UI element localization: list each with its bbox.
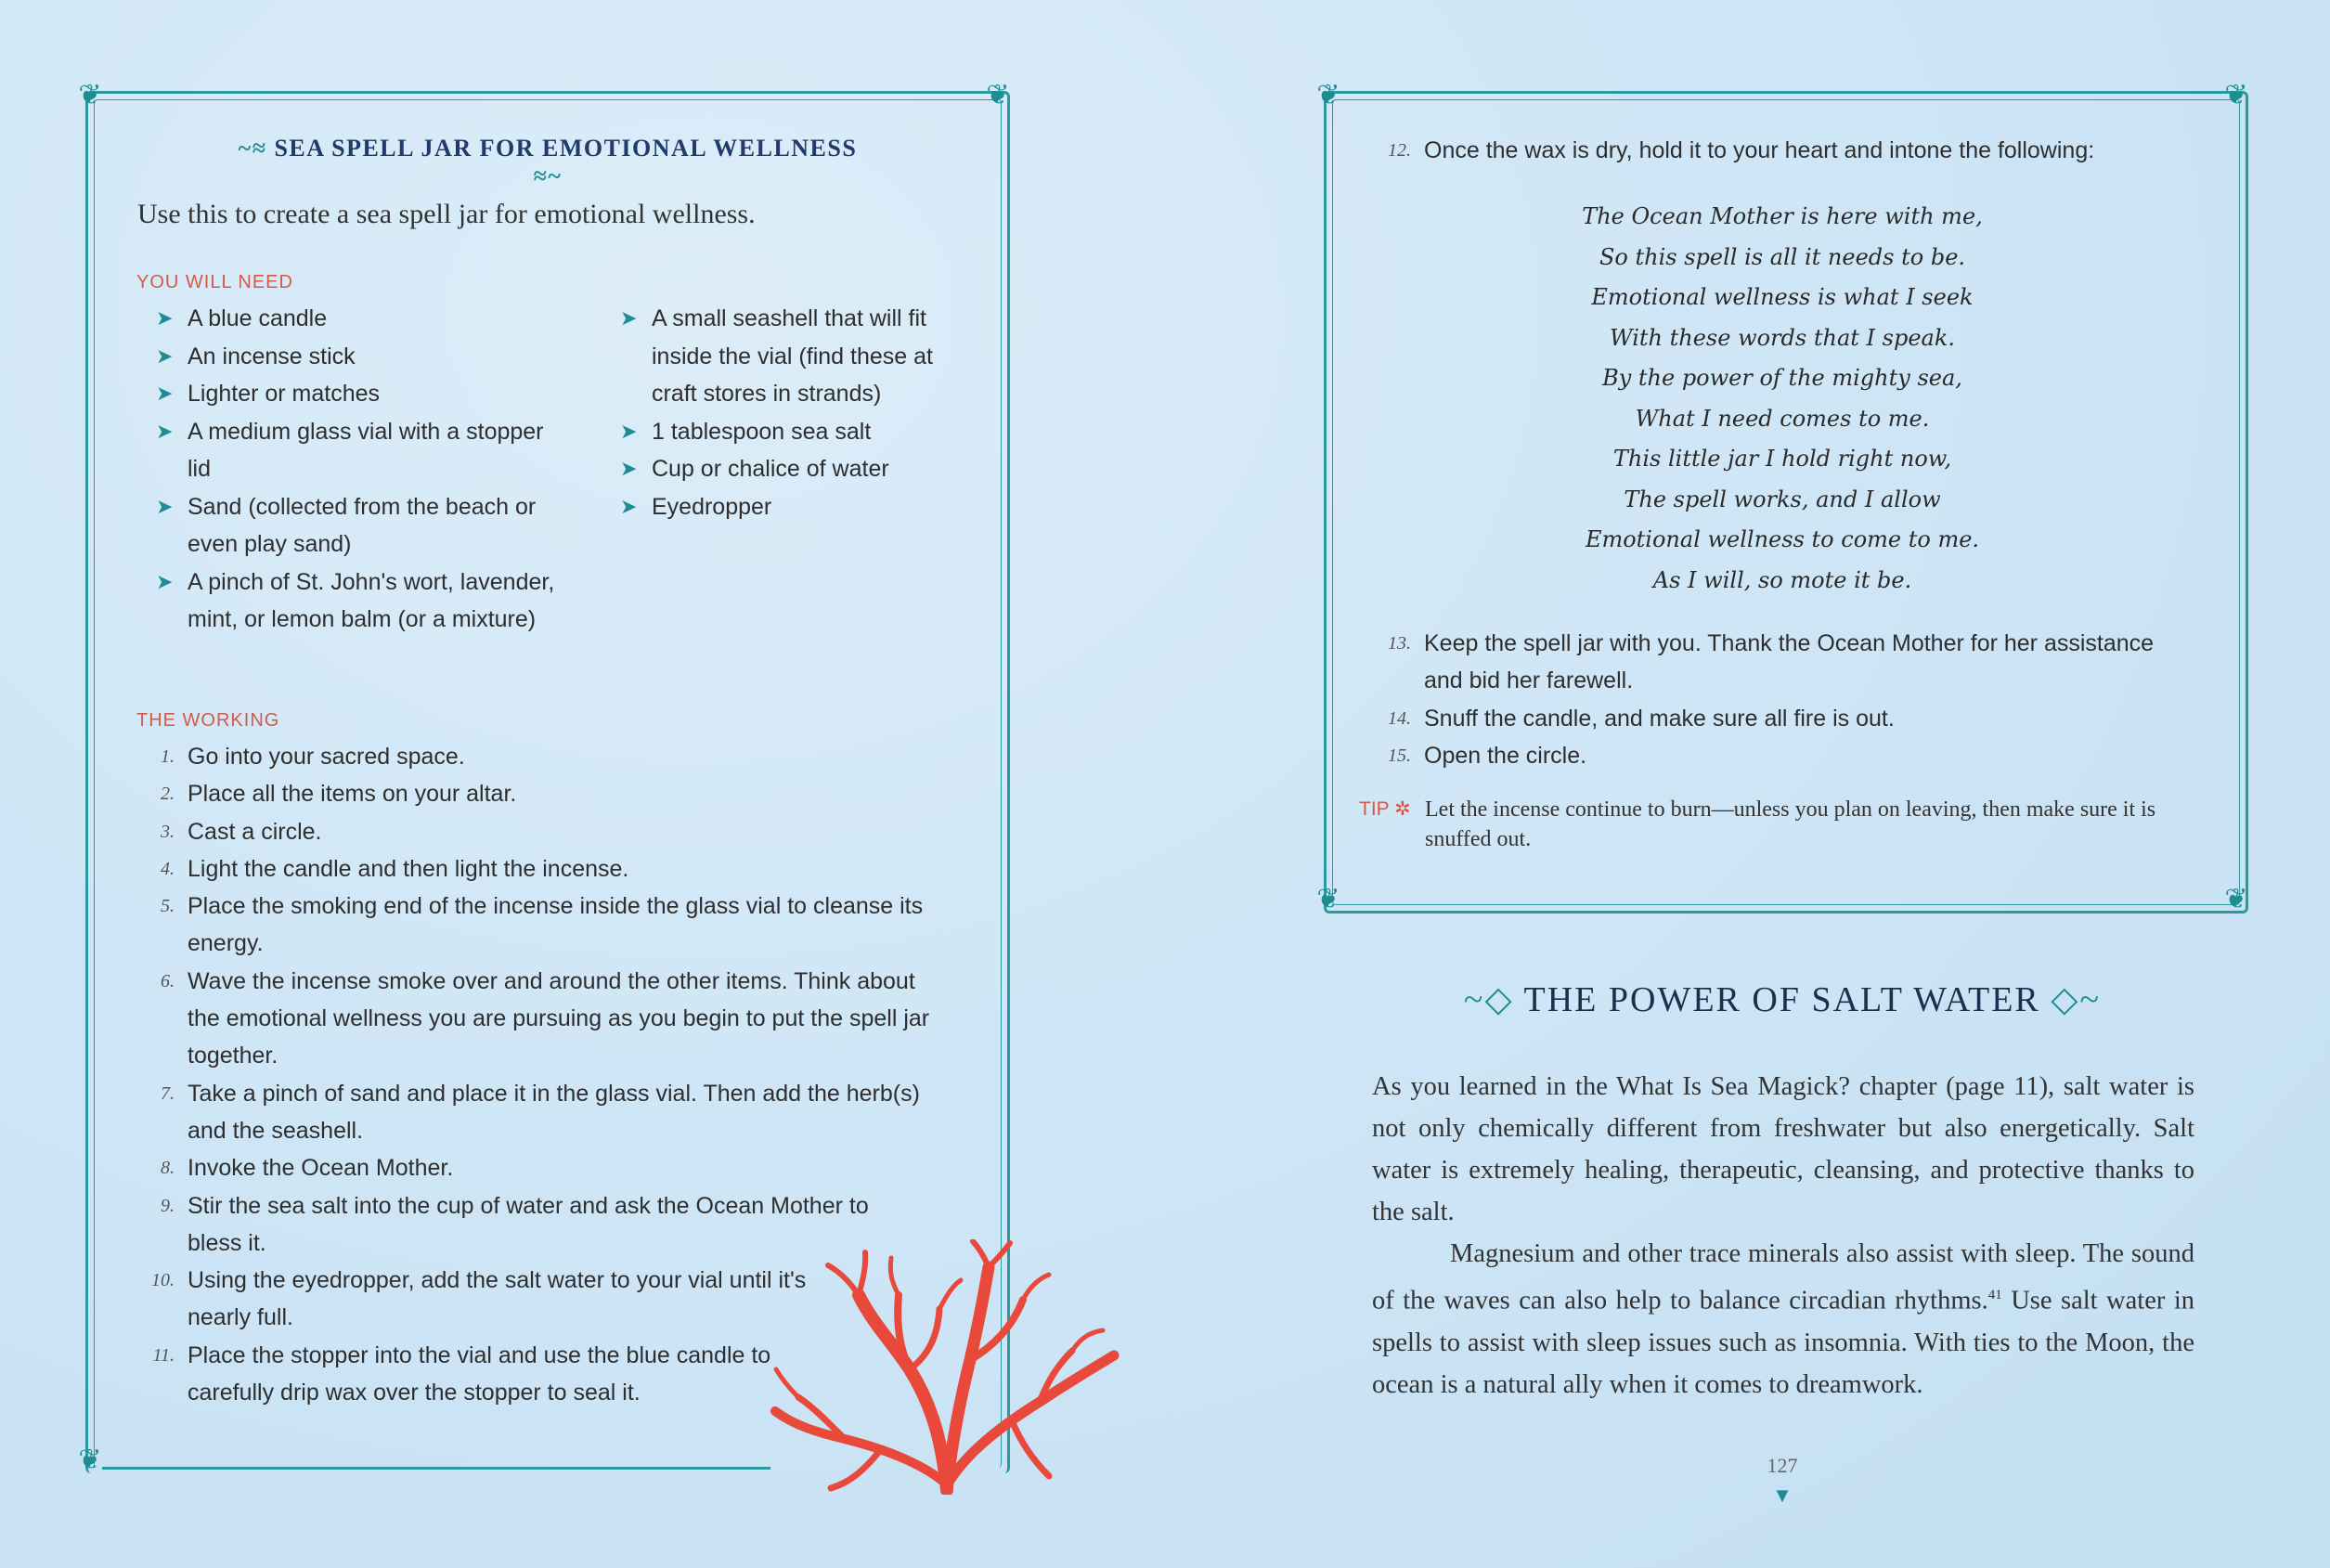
step-item: 6. Wave the incense smoke over and around the other items. Think about the emotional wellness you are pursuing as you begin to put the spell jar together.: [161, 967, 930, 1069]
list-item: ➤ 1 tablespoon sea salt: [602, 413, 964, 451]
step-item: 11. Place the stopper into the vial and use the blue candle to carefully drip wax over the stopper to seal it.: [152, 1341, 771, 1406]
list-item: ➤ Cup or chalice of water: [602, 450, 964, 488]
poem-line: The spell works, and I allow: [1624, 486, 1941, 512]
ingredients-col2: [602, 300, 964, 525]
step-item: 2. Place all the items on your altar.: [161, 781, 517, 808]
list-item: ➤ A medium glass vial with a stopper lid: [137, 413, 555, 488]
poem-line: Emotional wellness to come to me.: [1585, 526, 1980, 552]
corner-flourish-icon: ❦: [1316, 883, 1340, 915]
you-will-need-label: YOU WILL NEED: [136, 272, 293, 292]
ingredients-col1: [137, 300, 555, 639]
corner-flourish-icon: ❦: [2224, 883, 2248, 915]
tip-label: TIP ✲: [1359, 798, 1411, 820]
left-frame-bottom: [102, 1467, 770, 1470]
poem-line: By the power of the mighty sea,: [1602, 365, 1962, 391]
list-item: ➤ Sand (collected from the beach or even play sand): [137, 488, 555, 564]
coral-illustration: [770, 1239, 1123, 1495]
paragraph: As you learned in the What Is Sea Magick? chapter (page 11), salt water is not only chemically different from freshwater but also energetically. Salt water is extremely healing, therapeutic, cleansing, and protective thanks to the salt.: [1372, 1072, 2194, 1226]
bird-bullet-icon: ➤: [620, 306, 638, 330]
step-item: 9. Stir the sea salt into the cup of water and ask the Ocean Mother to bless it.: [161, 1192, 869, 1256]
list-item: ➤ A pinch of St. John's wort, lavender, mint, or lemon balm (or a mixture): [137, 564, 555, 639]
footnote-ref: 41: [1987, 1288, 2002, 1302]
corner-flourish-icon: ❦: [78, 1444, 102, 1476]
bird-bullet-icon: ➤: [156, 569, 174, 593]
poem-line: The Ocean Mother is here with me,: [1582, 203, 1983, 229]
step-item: 10. Using the eyedropper, add the salt water to your vial until it's nearly full.: [151, 1267, 807, 1331]
intro-text: Use this to create a sea spell jar for emotional wellness.: [137, 199, 756, 229]
step-item: 15. Open the circle.: [1388, 742, 1587, 769]
corner-flourish-icon: ❦: [78, 79, 102, 111]
step-item: 3. Cast a circle.: [161, 818, 322, 845]
list-item: ➤ Lighter or matches: [137, 375, 555, 413]
poem-line: This little jar I hold right now,: [1612, 446, 1952, 472]
page-number: 127: [1767, 1454, 1798, 1477]
bird-bullet-icon: ▼: [1772, 1484, 1793, 1507]
bird-bullet-icon: ➤: [156, 306, 174, 330]
corner-flourish-icon: ❦: [1316, 79, 1340, 111]
poem-line: Emotional wellness is what I seek: [1591, 284, 1974, 310]
bird-bullet-icon: ➤: [620, 494, 638, 518]
working-label: THE WORKING: [136, 710, 280, 731]
paragraph: Magnesium and other trace minerals also assist with sleep. The sound of the waves can also help to balance circadian rhythms.$^{41}$ Use salt water in spells to assist with sleep issues such as insomnia. With ties to the Moon, the ocean is a natural ally when it comes to dreamwork.: [1372, 1239, 2194, 1399]
step-item: 7. Take a pinch of sand and place it in the glass vial. Then add the herb(s) and the seashell.: [161, 1080, 920, 1144]
poem-line: So this spell is all it needs to be.: [1599, 243, 1966, 270]
wave-ornament-icon: ~◇: [1463, 980, 1514, 1019]
incantation-poem: [1420, 197, 2144, 601]
steps-list-right: [1374, 625, 2191, 774]
wave-ornament-icon: ≈~: [533, 162, 563, 189]
section-heading: ~◇ THE POWER OF SALT WATER ◇~: [1463, 980, 2102, 1019]
step-item: 13. Keep the spell jar with you. Thank the Ocean Mother for her assistance and bid her farewell.: [1388, 630, 2155, 694]
bird-bullet-icon: ➤: [156, 419, 174, 443]
step-12: [1374, 132, 2191, 169]
list-item: ➤ An incense stick: [137, 338, 555, 376]
wave-ornament-icon: ◇~: [2051, 980, 2102, 1019]
step-item: 1. Go into your sacred space.: [161, 744, 465, 770]
bird-bullet-icon: ➤: [156, 343, 174, 368]
poem-line: With these words that I speak.: [1609, 324, 1956, 351]
tip-text: Let the incense continue to burn—unless you plan on leaving, then make sure it is snuffed out.: [1425, 797, 2156, 851]
body-text: [1372, 1066, 2194, 1406]
corner-flourish-icon: ❦: [2224, 79, 2248, 111]
starfish-icon: ✲: [1394, 798, 1411, 820]
bird-bullet-icon: ➤: [156, 494, 174, 518]
poem-line: As I will, so mote it be.: [1652, 566, 1912, 593]
bird-bullet-icon: ➤: [620, 457, 638, 480]
list-item: ➤ Eyedropper: [602, 488, 964, 526]
step-item: 4. Light the candle and then light the incense.: [161, 855, 629, 882]
list-item: ➤ A blue candle: [137, 300, 555, 338]
bird-bullet-icon: ➤: [620, 419, 638, 443]
step-item: 5. Place the smoking end of the incense inside the glass vial to cleanse its energy.: [161, 893, 924, 957]
list-item: ➤ A small seashell that will fit inside the vial (find these at craft stores in strands): [602, 300, 964, 413]
step-item: 14. Snuff the candle, and make sure all fire is out.: [1388, 705, 1895, 732]
corner-flourish-icon: ❦: [986, 79, 1010, 111]
step-item: 12. Once the wax is dry, hold it to your heart and intone the following:: [1388, 137, 2095, 163]
wave-ornament-icon: ~≈: [238, 135, 267, 162]
bird-bullet-icon: ➤: [156, 382, 174, 405]
step-item: 8. Invoke the Ocean Mother.: [161, 1155, 454, 1182]
spell-heading: ~≈ SEA SPELL JAR FOR EMOTIONAL WELLNESS ≈~: [238, 135, 858, 189]
poem-line: What I need comes to me.: [1635, 405, 1930, 432]
